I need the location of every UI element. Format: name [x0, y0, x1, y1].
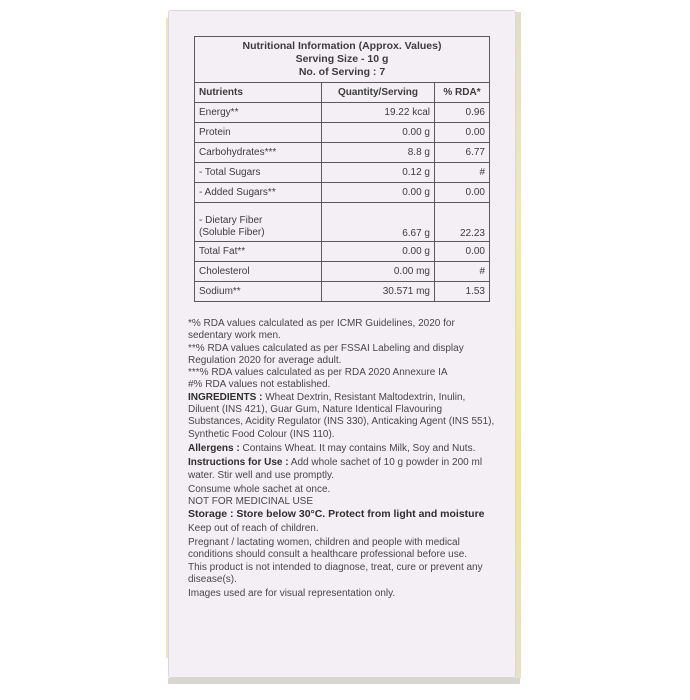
- table-row: [195, 183, 490, 203]
- nutrient-name: Energy**: [195, 103, 322, 123]
- table-row: [195, 143, 490, 163]
- ingredients: [188, 392, 498, 441]
- consume-note: Consume whole sachet at once.: [188, 483, 331, 495]
- table-row: [195, 123, 490, 143]
- table-row: [195, 203, 490, 242]
- not-medicinal-note: NOT FOR MEDICINAL USE: [188, 496, 314, 508]
- nutrient-quantity: 30.571 mg: [322, 282, 435, 302]
- nutrition-title: Nutritional Information (Approx. Values): [242, 40, 442, 52]
- nutrient-name: Protein: [195, 123, 322, 143]
- nutrient-quantity: 8.8 g: [322, 143, 435, 163]
- nutrition-title-block: [195, 37, 490, 83]
- nutrient-name-subline: (Soluble Fiber): [199, 227, 265, 238]
- allergens-label: Allergens :: [188, 442, 240, 454]
- nutrient-quantity: 0.00 g: [322, 242, 435, 262]
- rda-note-3: ***% RDA values calculated as per RDA 2020 Annexure IA: [188, 367, 448, 379]
- storage-note: Storage : Store below 30°C. Protect from light and moisture: [188, 508, 485, 521]
- nutrient-rda: 0.00: [435, 183, 490, 203]
- nutrient-quantity: 0.12 g: [322, 163, 435, 183]
- nutrient-rda: 1.53: [435, 282, 490, 302]
- nutrient-quantity: 0.00 g: [322, 123, 435, 143]
- nutrient-rda: 6.77: [435, 143, 490, 163]
- nutrient-name: Sodium**: [195, 282, 322, 302]
- ingredients-label: INGREDIENTS :: [188, 391, 263, 403]
- nutrient-rda: #: [435, 262, 490, 282]
- nutrient-name: Carbohydrates***: [195, 143, 322, 163]
- instructions-text: Add whole sachet of 10 g powder in 200 ml water. Stir well and use promptly.: [188, 457, 483, 481]
- table-row: [195, 103, 490, 123]
- nutrition-table: [194, 36, 490, 302]
- servings-count: No. of Serving : 7: [298, 66, 386, 78]
- nutrient-quantity: 19.22 kcal: [322, 103, 435, 123]
- nutrient-quantity: 0.00 mg: [322, 262, 435, 282]
- nutrient-rda: #: [435, 163, 490, 183]
- images-note: Images used are for visual representation only.: [188, 588, 396, 600]
- allergens: [188, 443, 498, 455]
- serving-size: Serving Size - 10 g: [295, 53, 389, 65]
- nutrient-name: Total Fat**: [195, 242, 322, 262]
- nutrient-name: - Added Sugars**: [195, 183, 322, 203]
- rda-note-4: #% RDA values not established.: [188, 379, 331, 391]
- table-row: [195, 242, 490, 262]
- nutrient-quantity: 0.00 g: [322, 183, 435, 203]
- nutrient-rda: 0.00: [435, 242, 490, 262]
- nutrient-rda: 22.23: [435, 203, 490, 242]
- disclaimer-note: This product is not intended to diagnose, treat, cure or prevent any disease(s).: [188, 561, 483, 585]
- table-row: [195, 262, 490, 282]
- nutrient-name: - Dietary Fiber: [199, 215, 263, 226]
- nutrient-name: Cholesterol: [195, 262, 322, 282]
- table-header-row: [195, 83, 490, 103]
- nutrient-name-cell: [195, 203, 322, 242]
- allergens-text: Contains Wheat. It may contains Milk, Soy and Nuts.: [239, 442, 476, 454]
- header-nutrients: Nutrients: [195, 83, 322, 103]
- table-row: [195, 163, 490, 183]
- nutrient-name: - Total Sugars: [195, 163, 322, 183]
- package-edge-bottom: [168, 678, 520, 684]
- table-row: [195, 282, 490, 302]
- ingredients-text: Wheat Dextrin, Resistant Maltodextrin, Inulin, Diluent (INS 421), Guar Gum, Nature Identical Flavouring Substances, Acidity Regulator (INS 330), Anticaking Agent (INS 551), Synthetic Food Colour (INS 110).: [188, 391, 495, 440]
- rda-note-2: **% RDA values calculated as per FSSAI Labeling and display Regulation 2020 for average adult.: [188, 342, 464, 366]
- instructions: [188, 457, 498, 482]
- header-rda: % RDA*: [435, 83, 490, 103]
- nutrient-rda: 0.96: [435, 103, 490, 123]
- header-quantity: Quantity/Serving: [322, 83, 435, 103]
- nutrient-rda: 0.00: [435, 123, 490, 143]
- pregnant-warning: Pregnant / lactating women, children and people with medical conditions should consult a healthcare professional before use.: [188, 537, 468, 561]
- rda-note-1: *% RDA values calculated as per ICMR Guidelines, 2020 for sedentary work men.: [188, 318, 455, 342]
- keep-out-note: Keep out of reach of children.: [188, 522, 319, 534]
- nutrient-quantity: 6.67 g: [322, 203, 435, 242]
- instructions-label: Instructions for Use :: [188, 457, 289, 469]
- label-notes: [188, 318, 498, 601]
